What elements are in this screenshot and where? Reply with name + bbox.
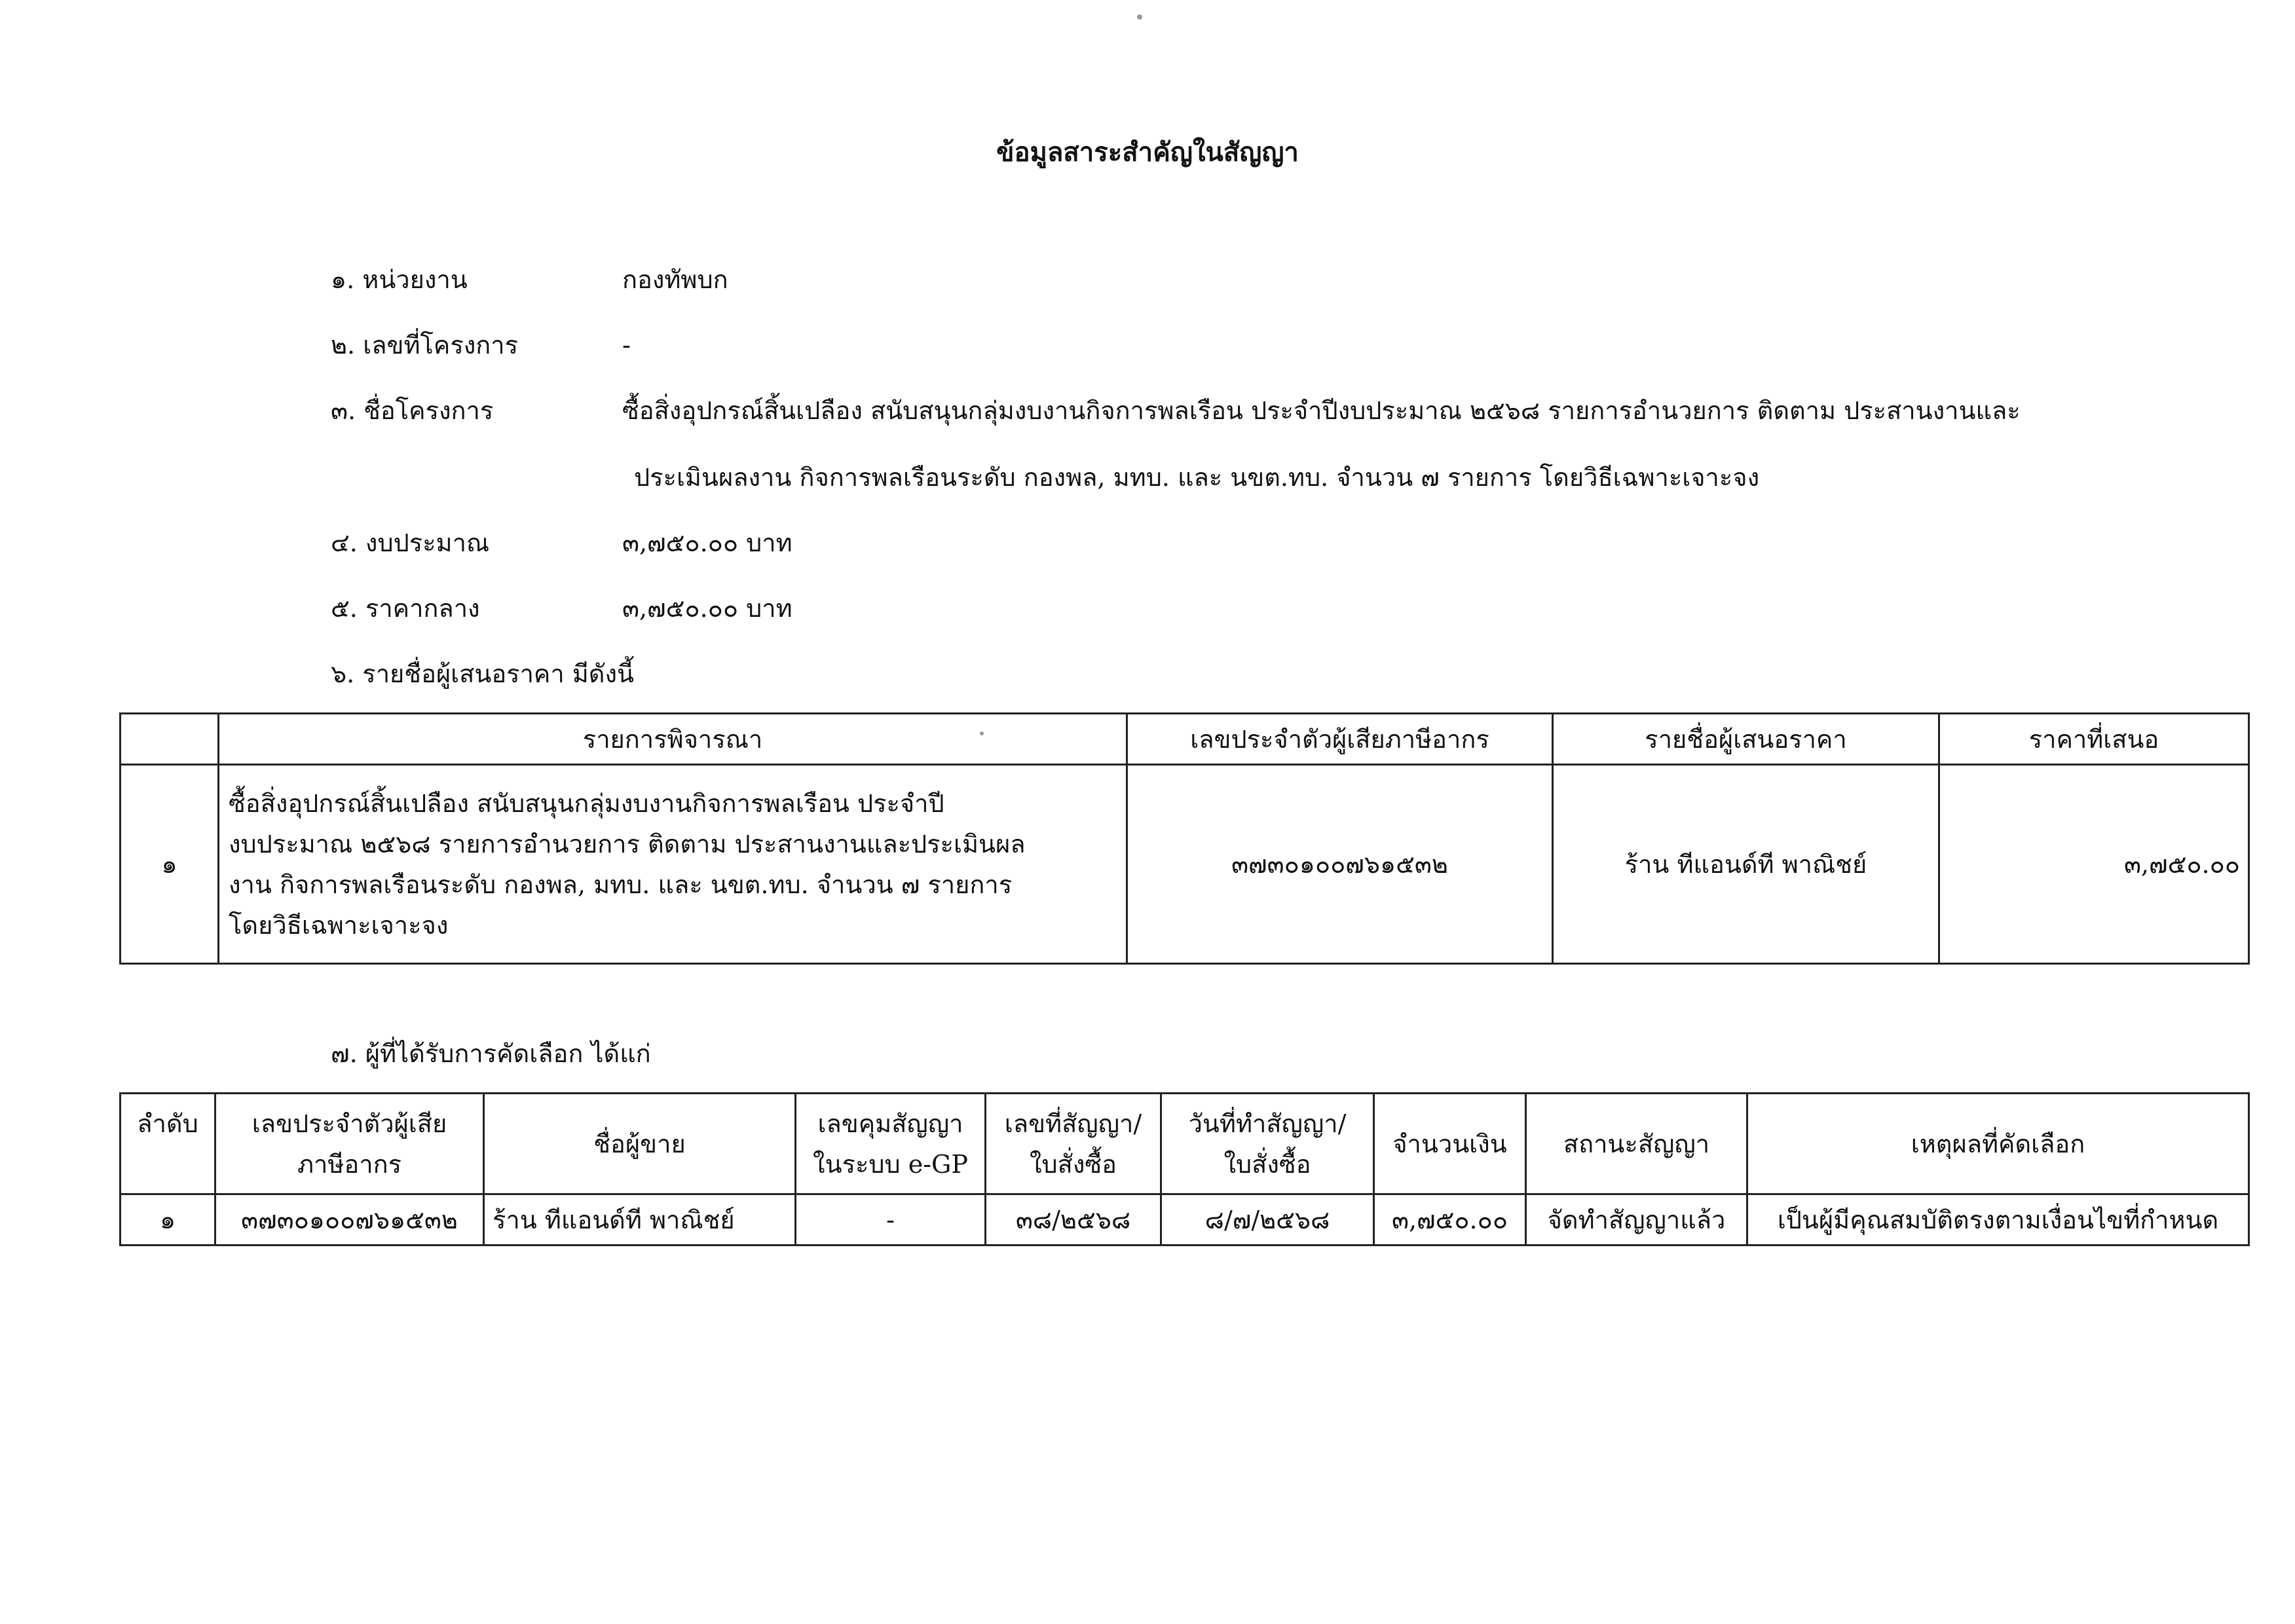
table-row bbox=[121, 1194, 2249, 1246]
project-number-value: - bbox=[622, 331, 631, 360]
selected-heading: ๗. ผู้ที่ได้รับการคัดเลือก ได้แก่ bbox=[331, 1039, 651, 1068]
header-reason: เหตุผลที่คัดเลือก bbox=[1747, 1094, 2249, 1194]
selected-table-header bbox=[121, 1094, 2249, 1194]
item-line: งบประมาณ ๒๕๖๘ รายการอำนวยการ ติดตาม ประสานงานและประเมินผล bbox=[229, 829, 1026, 858]
offer-price: ๓,๗๕๐.๐๐ bbox=[1939, 765, 2249, 964]
median-price-value: ๓,๗๕๐.๐๐ บาท bbox=[622, 594, 793, 623]
selection-reason: เป็นผู้มีคุณสมบัติตรงตามเงื่อนไขที่กำหนด bbox=[1747, 1194, 2249, 1246]
contract-date: ๘/๗/๒๕๖๘ bbox=[1161, 1194, 1374, 1246]
header-contract-date: วันที่ทำสัญญา/ ใบสั่งซื้อ bbox=[1161, 1094, 1374, 1194]
row-number: ๑ bbox=[121, 765, 219, 964]
header-seller: ชื่อผู้ขาย bbox=[484, 1094, 796, 1194]
header-offer-price: ราคาที่เสนอ bbox=[1939, 714, 2249, 765]
table-row bbox=[121, 765, 2249, 964]
egp-number: - bbox=[796, 1194, 986, 1246]
median-price-label: ๕. ราคากลาง bbox=[331, 594, 480, 623]
bidders-table bbox=[119, 712, 2250, 965]
row-number: ๑ bbox=[121, 1194, 215, 1246]
header-tax-id: เลขประจำตัวผู้เสีย ภาษีอากร bbox=[215, 1094, 484, 1194]
header-contract-number: เลขที่สัญญา/ ใบสั่งซื้อ bbox=[986, 1094, 1161, 1194]
amount: ๓,๗๕๐.๐๐ bbox=[1374, 1194, 1526, 1246]
tax-id: ๓๗๓๐๑๐๐๗๖๑๕๓๒ bbox=[215, 1194, 484, 1246]
scan-speck bbox=[1137, 14, 1142, 20]
contract-number: ๓๘/๒๕๖๘ bbox=[986, 1194, 1161, 1246]
bidder-name: ร้าน ทีแอนด์ที พาณิชย์ bbox=[1553, 765, 1939, 964]
contract-status: จัดทำสัญญาแล้ว bbox=[1526, 1194, 1747, 1246]
header-tax-id: เลขประจำตัวผู้เสียภาษีอากร bbox=[1127, 714, 1553, 765]
item-description bbox=[219, 765, 1127, 964]
agency-label: ๑. หน่วยงาน bbox=[331, 265, 468, 294]
header-order: ลำดับ bbox=[121, 1094, 215, 1194]
header-item: รายการพิจารณา bbox=[219, 714, 1127, 765]
header-index bbox=[121, 714, 219, 765]
project-name-line1: ซื้อสิ่งอุปกรณ์สิ้นเปลือง สนับสนุนกลุ่มงบงานกิจการพลเรือน ประจำปีงบประมาณ ๒๕๖๘ รายการอำนวยการ ติดตาม ประสานงานและ bbox=[622, 396, 2021, 425]
item-line: งาน กิจการพลเรือนระดับ กองพล, มทบ. และ นขต.ทบ. จำนวน ๗ รายการ bbox=[229, 870, 1013, 899]
document-title: ข้อมูลสาระสำคัญในสัญญา bbox=[996, 137, 1299, 168]
tax-id: ๓๗๓๐๑๐๐๗๖๑๕๓๒ bbox=[1127, 765, 1553, 964]
project-name-label: ๓. ชื่อโครงการ bbox=[331, 396, 494, 425]
seller-name: ร้าน ทีแอนด์ที พาณิชย์ bbox=[484, 1194, 796, 1246]
selected-vendor-table bbox=[119, 1092, 2250, 1246]
header-egp-number: เลขคุมสัญญา ในระบบ e-GP bbox=[796, 1094, 986, 1194]
budget-label: ๔. งบประมาณ bbox=[331, 528, 490, 557]
header-bidder: รายชื่อผู้เสนอราคา bbox=[1553, 714, 1939, 765]
project-number-label: ๒. เลขที่โครงการ bbox=[331, 331, 519, 360]
project-name-line2: ประเมินผลงาน กิจการพลเรือนระดับ กองพล, มทบ. และ นขต.ทบ. จำนวน ๗ รายการ โดยวิธีเฉพาะเจาะจง bbox=[634, 463, 1760, 492]
item-line: โดยวิธีเฉพาะเจาะจง bbox=[229, 910, 449, 940]
budget-value: ๓,๗๕๐.๐๐ บาท bbox=[622, 528, 793, 557]
header-status: สถานะสัญญา bbox=[1526, 1094, 1747, 1194]
header-amount: จำนวนเงิน bbox=[1374, 1094, 1526, 1194]
agency-value: กองทัพบก bbox=[622, 265, 728, 294]
bidders-heading: ๖. รายชื่อผู้เสนอราคา มีดังนี้ bbox=[331, 659, 634, 688]
bidders-table-header bbox=[121, 714, 2249, 765]
item-line: ซื้อสิ่งอุปกรณ์สิ้นเปลือง สนับสนุนกลุ่มงบงานกิจการพลเรือน ประจำปี bbox=[229, 788, 944, 818]
